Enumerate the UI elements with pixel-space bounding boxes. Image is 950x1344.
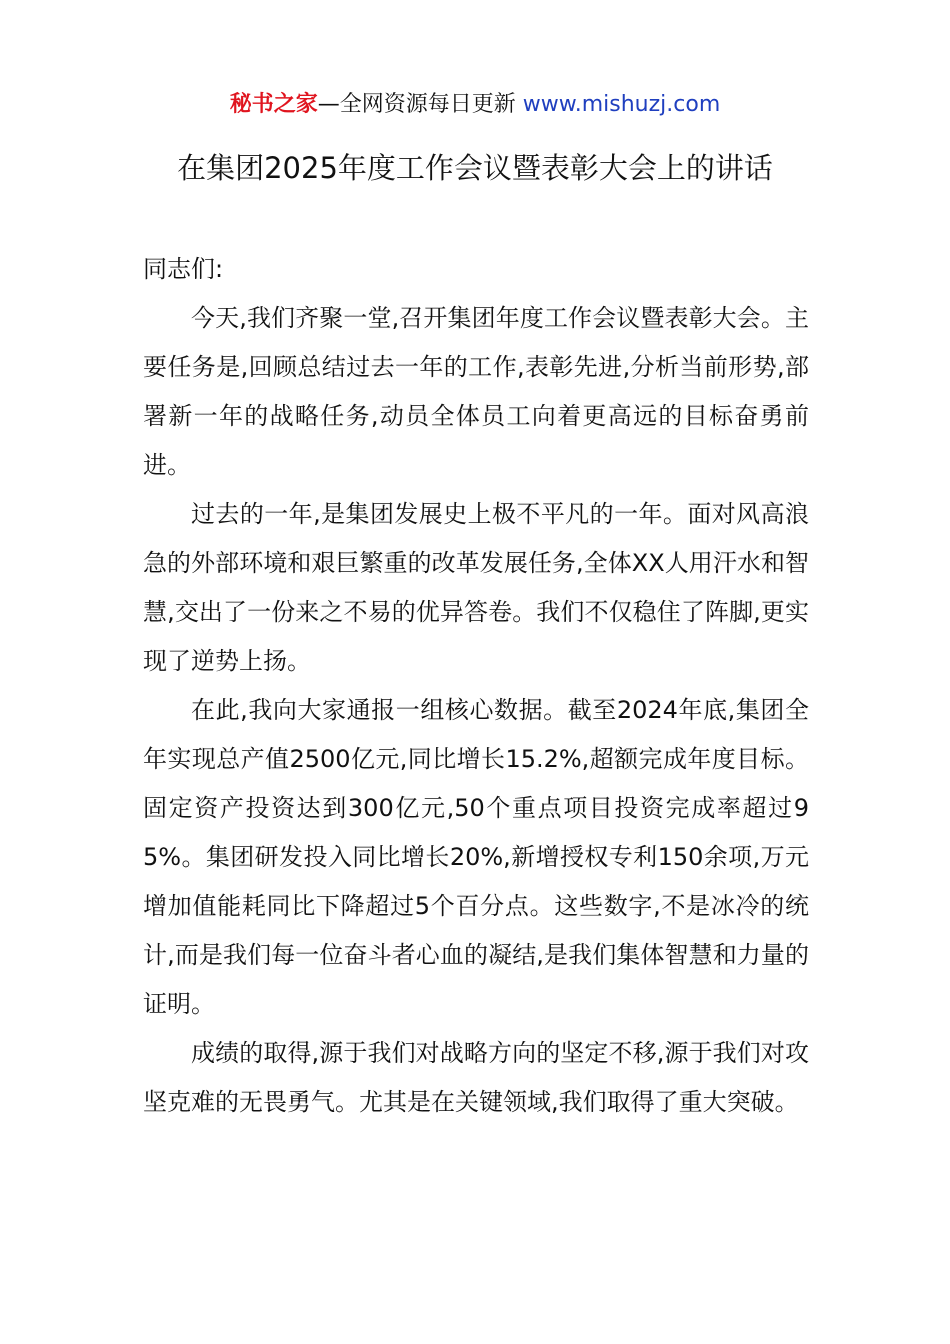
- document-body: [143, 245, 809, 1127]
- brand-name: 秘书之家: [229, 92, 318, 117]
- paragraph: 在此,我向大家通报一组核心数据。截至2024年底,集团全年实现总产值2500亿元,同比增长15.2%,超额完成年度目标。固定资产投资达到300亿元,50个重点项目投资完成率超过95%。集团研发投入同比增长20%,新增授权专利150余项,万元增加值能耗同比下降超过5个百分点。这些数字,不是冰冷的统计,而是我们每一位奋斗者心血的凝结,是我们集体智慧和力量的证明。: [143, 696, 809, 1018]
- site-url-link[interactable]: www.mishuzj.com: [522, 92, 721, 117]
- paragraph: 成绩的取得,源于我们对战略方向的坚定不移,源于我们对攻坚克难的无畏勇气。尤其是在关键领域,我们取得了重大突破。: [143, 1039, 809, 1116]
- paragraph: 今天,我们齐聚一堂,召开集团年度工作会议暨表彰大会。主要任务是,回顾总结过去一年的工作,表彰先进,分析当前形势,部署新一年的战略任务,动员全体员工向着更高远的目标奋勇前进。: [143, 304, 809, 479]
- site-tagline: —全网资源每日更新: [317, 92, 516, 117]
- paragraph: 过去的一年,是集团发展史上极不平凡的一年。面对风高浪急的外部环境和艰巨繁重的改革发展任务,全体XX人用汗水和智慧,交出了一份来之不易的优异答卷。我们不仅稳住了阵脚,更实现了逆势上扬。: [143, 500, 809, 675]
- greeting: 同志们:: [143, 255, 224, 283]
- document-title: 在集团2025年度工作会议暨表彰大会上的讲话: [177, 151, 773, 185]
- site-header: [0, 88, 950, 122]
